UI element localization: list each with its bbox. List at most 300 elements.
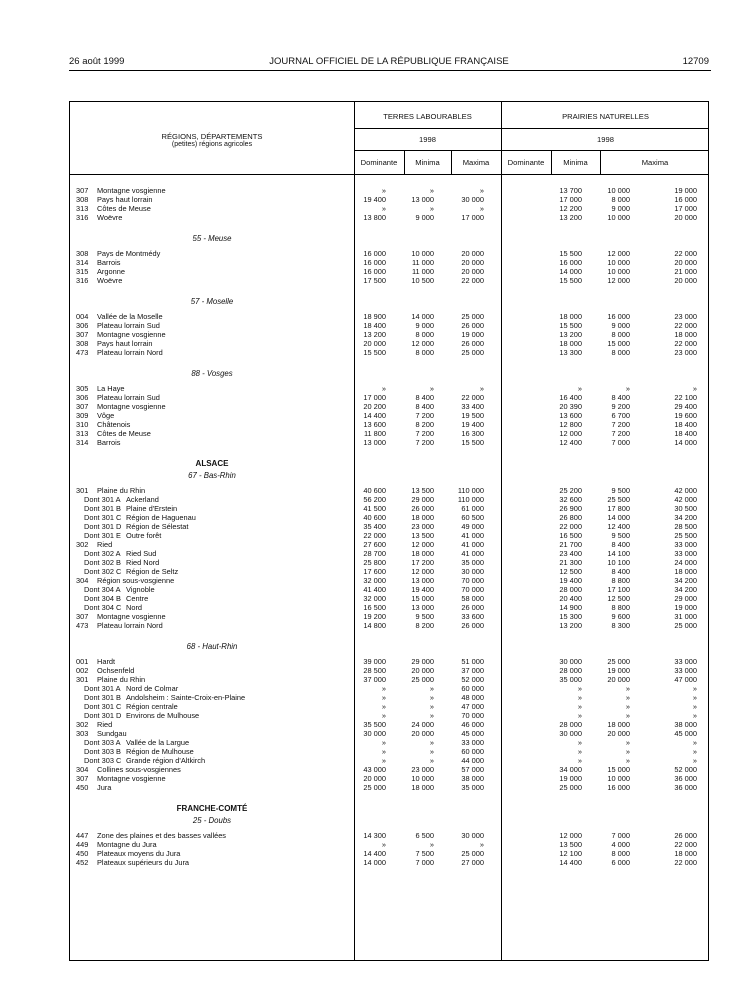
price-cell: 18 000: [559, 312, 582, 321]
price-cell: 57 000: [461, 765, 484, 774]
price-cell: »: [625, 384, 630, 393]
region-name: [126, 684, 347, 693]
price-cell: 13 200: [363, 330, 386, 339]
price-cell: 15 000: [411, 594, 434, 603]
price-cell: »: [429, 693, 434, 702]
price-cell: 16 400: [559, 393, 582, 402]
region-code: 314: [76, 438, 89, 447]
region-name: [97, 666, 347, 675]
price-cell: 18 900: [363, 312, 386, 321]
price-cell: 18 000: [411, 513, 434, 522]
region-code: Dont 301 A: [84, 495, 121, 504]
table-row: [70, 513, 708, 522]
table-row: [70, 420, 708, 429]
price-cell: »: [625, 693, 630, 702]
table-row: [70, 558, 708, 567]
price-cell: 110 000: [457, 486, 484, 495]
region-name: [97, 657, 347, 666]
department-heading: 25 - Doubs: [192, 816, 232, 825]
price-cell: 21 700: [559, 540, 582, 549]
region-code: Dont 304 A: [84, 585, 121, 594]
table-row: [70, 486, 708, 495]
table-row: [70, 693, 708, 702]
price-cell: »: [429, 711, 434, 720]
price-cell: 30 000: [461, 195, 484, 204]
region-name-text: Hardt: [97, 657, 116, 666]
region-code: Dont 301 D: [84, 711, 122, 720]
price-cell: »: [429, 756, 434, 765]
table-row: [70, 348, 708, 357]
subcol-header: Dominante: [360, 158, 398, 167]
price-cell: 41 400: [363, 585, 386, 594]
price-cell: 17 600: [363, 567, 386, 576]
region-name: [97, 330, 347, 339]
price-cell: 58 000: [461, 594, 484, 603]
price-cell: 22 000: [674, 339, 697, 348]
price-cell: 9 500: [611, 531, 630, 540]
region-name-text: Châtenois: [97, 420, 131, 429]
price-cell: »: [381, 693, 386, 702]
price-cell: »: [692, 702, 697, 711]
region-name: [97, 348, 347, 357]
header-rule: [70, 174, 708, 175]
price-cell: 33 000: [674, 666, 697, 675]
price-cell: 20 000: [674, 213, 697, 222]
price-cell: »: [381, 186, 386, 195]
price-cell: 19 000: [674, 603, 697, 612]
table-row: [70, 249, 708, 258]
price-cell: 20 000: [411, 666, 434, 675]
price-cell: »: [429, 186, 434, 195]
price-cell: 17 200: [411, 558, 434, 567]
region-code: 313: [76, 429, 89, 438]
table-row: [70, 666, 708, 675]
price-cell: 25 000: [411, 675, 434, 684]
region-name-text: Plateaux supérieurs du Jura: [97, 858, 190, 867]
table-row: [70, 711, 708, 720]
price-cell: 49 000: [461, 522, 484, 531]
table-row: [70, 621, 708, 630]
table-row: [70, 774, 708, 783]
region-name-text: Pays haut lorrain: [97, 195, 153, 204]
price-cell: 16 300: [461, 429, 484, 438]
price-cell: 70 000: [461, 576, 484, 585]
region-name-text: Grande région d'Altkirch: [126, 756, 206, 765]
price-cell: 28 000: [559, 585, 582, 594]
table-row: [70, 522, 708, 531]
price-cell: 12 400: [607, 522, 630, 531]
price-cell: 22 000: [674, 249, 697, 258]
price-cell: 18 000: [674, 567, 697, 576]
price-cell: 6 500: [415, 831, 434, 840]
table-row: [70, 339, 708, 348]
price-cell: 60 000: [461, 747, 484, 756]
price-cell: 14 000: [363, 858, 386, 867]
price-cell: 10 500: [411, 276, 434, 285]
price-cell: 40 600: [363, 513, 386, 522]
price-cell: 7 000: [611, 438, 630, 447]
price-cell: 18 000: [607, 720, 630, 729]
price-cell: 16 500: [559, 531, 582, 540]
price-cell: 15 000: [607, 765, 630, 774]
price-cell: 26 000: [461, 339, 484, 348]
table-row: [70, 747, 708, 756]
region-name-text: Plaine du Rhin: [97, 675, 146, 684]
price-cell: 26 000: [674, 831, 697, 840]
price-cell: 8 400: [611, 567, 630, 576]
price-cell: 7 200: [415, 411, 434, 420]
price-cell: 7 200: [611, 420, 630, 429]
price-cell: 7 200: [611, 429, 630, 438]
price-cell: 17 000: [559, 195, 582, 204]
price-cell: 22 100: [674, 393, 697, 402]
price-cell: 14 000: [607, 513, 630, 522]
region-name: [97, 411, 347, 420]
table-row: [70, 204, 708, 213]
region-name: [126, 756, 347, 765]
table-row: [70, 738, 708, 747]
region-name: [97, 765, 347, 774]
price-cell: 29 000: [411, 657, 434, 666]
column-header-title: RÉGIONS, DÉPARTEMENTS: [161, 132, 263, 141]
price-cell: 19 400: [363, 195, 386, 204]
price-cell: 37 000: [461, 666, 484, 675]
table-row: [70, 330, 708, 339]
region-name-text: Plateau lorrain Sud: [97, 321, 160, 330]
price-cell: 18 000: [559, 339, 582, 348]
price-cell: 28 000: [559, 720, 582, 729]
region-name-text: Ackerland: [126, 495, 159, 504]
price-cell: 14 000: [674, 438, 697, 447]
price-cell: 8 000: [611, 330, 630, 339]
region-name-text: Ried Nord: [126, 558, 160, 567]
price-cell: 21 000: [674, 267, 697, 276]
price-cell: »: [692, 384, 697, 393]
price-cell: 33 000: [674, 540, 697, 549]
price-cell: 10 000: [607, 186, 630, 195]
region-code: 310: [76, 420, 89, 429]
table-row: [70, 384, 708, 393]
price-cell: 25 800: [363, 558, 386, 567]
price-cell: 32 000: [363, 576, 386, 585]
region-name: [126, 558, 347, 567]
header-rule: [69, 70, 711, 71]
region-code: 307: [76, 402, 89, 411]
price-cell: 9 500: [415, 612, 434, 621]
region-name-text: Région de Haguenau: [126, 513, 196, 522]
price-cell: »: [625, 711, 630, 720]
price-cell: 12 000: [559, 429, 582, 438]
table-row: [70, 849, 708, 858]
price-cell: 18 400: [674, 429, 697, 438]
table-row: [70, 186, 708, 195]
region-name: [97, 675, 347, 684]
table-row: [70, 393, 708, 402]
region-code: 304: [76, 576, 89, 585]
department-heading: 55 - Meuse: [192, 234, 232, 243]
price-cell: 7 200: [415, 438, 434, 447]
price-cell: »: [577, 693, 582, 702]
price-cell: »: [692, 738, 697, 747]
group-year: 1998: [597, 135, 614, 144]
price-cell: 38 000: [461, 774, 484, 783]
price-cell: 18 000: [411, 549, 434, 558]
price-cell: 14 800: [363, 621, 386, 630]
price-cell: 8 000: [415, 348, 434, 357]
table-row: [70, 402, 708, 411]
journal-title: JOURNAL OFFICIEL DE LA RÉPUBLIQUE FRANÇAISE: [269, 56, 509, 67]
price-cell: 15 000: [607, 339, 630, 348]
price-cell: 7 000: [415, 858, 434, 867]
price-cell: 8 800: [611, 603, 630, 612]
region-code: 473: [76, 348, 89, 357]
price-cell: »: [479, 186, 484, 195]
table-row: [70, 594, 708, 603]
price-cell: »: [577, 702, 582, 711]
region-name-text: Woëvre: [97, 276, 123, 285]
price-cell: 13 200: [559, 330, 582, 339]
region-name: [97, 540, 347, 549]
region-name-text: Zone des plaines et des basses vallées: [97, 831, 227, 840]
price-cell: 9 000: [415, 321, 434, 330]
price-cell: 39 000: [363, 657, 386, 666]
table-row: [70, 684, 708, 693]
price-cell: 15 500: [559, 276, 582, 285]
table-row: [70, 213, 708, 222]
region-name-text: La Haye: [97, 384, 125, 393]
price-cell: 20 000: [411, 729, 434, 738]
price-cell: »: [577, 738, 582, 747]
price-cell: 13 000: [411, 576, 434, 585]
price-cell: 9 000: [611, 204, 630, 213]
region-name: [126, 702, 347, 711]
price-cell: 42 000: [674, 486, 697, 495]
price-cell: »: [429, 204, 434, 213]
price-cell: 37 000: [363, 675, 386, 684]
region-name: [97, 312, 347, 321]
region-code: 450: [76, 849, 89, 858]
price-cell: 28 000: [559, 666, 582, 675]
region-name: [97, 576, 347, 585]
region-code: 306: [76, 321, 89, 330]
price-cell: 34 200: [674, 513, 697, 522]
region-heading: FRANCHE-COMTÉ: [176, 804, 248, 813]
subcol-header: Maxima: [641, 158, 669, 167]
price-cell: 15 500: [363, 348, 386, 357]
department-heading: 88 - Vosges: [191, 369, 233, 378]
region-name-text: Vallée de la Moselle: [97, 312, 163, 321]
price-cell: 32 600: [559, 495, 582, 504]
price-cell: 16 000: [363, 249, 386, 258]
header-rule: [354, 128, 708, 129]
price-cell: 40 600: [363, 486, 386, 495]
price-cell: 20 400: [559, 594, 582, 603]
price-cell: 20 000: [461, 267, 484, 276]
price-cell: 38 000: [674, 720, 697, 729]
region-name-text: Région de Seltz: [126, 567, 179, 576]
region-code: Dont 302 C: [84, 567, 122, 576]
region-name: [126, 711, 347, 720]
region-name-text: Collines sous-vosgiennes: [97, 765, 181, 774]
price-cell: »: [577, 684, 582, 693]
price-cell: 60 000: [461, 684, 484, 693]
price-cell: »: [429, 747, 434, 756]
price-cell: 4 000: [611, 840, 630, 849]
table-row: [70, 612, 708, 621]
price-cell: »: [692, 747, 697, 756]
region-code: 313: [76, 204, 89, 213]
region-name-text: Montagne vosgienne: [97, 774, 166, 783]
price-cell: 35 000: [461, 783, 484, 792]
price-cell: 26 000: [461, 621, 484, 630]
region-code: Dont 301 C: [84, 513, 122, 522]
price-cell: 24 000: [674, 558, 697, 567]
region-name: [126, 693, 347, 702]
price-cell: 19 200: [363, 612, 386, 621]
region-name-text: Montagne vosgienne: [97, 186, 166, 195]
table-row: [70, 549, 708, 558]
price-cell: 13 000: [411, 603, 434, 612]
price-cell: »: [625, 702, 630, 711]
price-cell: »: [381, 204, 386, 213]
price-cell: 26 000: [411, 504, 434, 513]
region-name: [97, 612, 347, 621]
price-cell: 22 000: [674, 858, 697, 867]
price-cell: 12 000: [411, 567, 434, 576]
price-cell: 29 000: [411, 495, 434, 504]
price-cell: 17 500: [363, 276, 386, 285]
price-cell: 17 800: [607, 504, 630, 513]
price-cell: 12 000: [411, 540, 434, 549]
page-header: [69, 56, 709, 70]
region-code: 452: [76, 858, 89, 867]
region-name: [97, 204, 347, 213]
region-name: [97, 321, 347, 330]
price-cell: 20 000: [674, 276, 697, 285]
price-cell: 7 200: [415, 429, 434, 438]
price-cell: 52 000: [674, 765, 697, 774]
price-cell: 18 400: [363, 321, 386, 330]
price-cell: »: [381, 702, 386, 711]
issue-date: 26 août 1999: [69, 56, 125, 67]
price-cell: 36 000: [674, 774, 697, 783]
region-name-text: Région sous-vosgienne: [97, 576, 175, 585]
price-cell: 11 000: [411, 258, 434, 267]
price-cell: 41 500: [363, 504, 386, 513]
price-cell: 6 000: [611, 858, 630, 867]
price-cell: 13 500: [559, 840, 582, 849]
region-code: 314: [76, 258, 89, 267]
price-cell: 28 700: [363, 549, 386, 558]
region-name-text: Pays haut lorrain: [97, 339, 153, 348]
price-cell: 10 000: [607, 213, 630, 222]
table-row: [70, 756, 708, 765]
price-cell: 23 000: [674, 312, 697, 321]
table-row: [70, 312, 708, 321]
price-cell: 25 000: [461, 348, 484, 357]
subcol-header: Minima: [563, 158, 588, 167]
region-name-text: Plateau lorrain Sud: [97, 393, 160, 402]
price-cell: 18 000: [674, 849, 697, 858]
region-name: [126, 549, 347, 558]
price-cell: 14 000: [411, 312, 434, 321]
price-cell: 70 000: [461, 711, 484, 720]
region-name-text: Vignoble: [126, 585, 155, 594]
price-cell: 70 000: [461, 585, 484, 594]
region-code: Dont 303 B: [84, 747, 121, 756]
region-code: Dont 301 E: [84, 531, 121, 540]
price-cell: »: [381, 747, 386, 756]
price-cell: »: [429, 384, 434, 393]
region-code: 302: [76, 540, 89, 549]
department-heading: 67 - Bas-Rhin: [188, 471, 236, 480]
price-cell: 17 000: [461, 213, 484, 222]
region-name: [97, 783, 347, 792]
region-name-text: Vôge: [97, 411, 115, 420]
price-cell: 13 500: [411, 486, 434, 495]
table-row: [70, 438, 708, 447]
region-name-text: Montagne vosgienne: [97, 402, 166, 411]
price-cell: 41 000: [461, 540, 484, 549]
region-name-text: Ochsenfeld: [97, 666, 135, 675]
price-cell: 20 000: [607, 675, 630, 684]
region-name-text: Barrois: [97, 258, 121, 267]
header-rule: [354, 150, 708, 151]
price-cell: 22 000: [559, 522, 582, 531]
table-row: [70, 675, 708, 684]
region-name-text: Pays de Montmédy: [97, 249, 161, 258]
price-cell: 10 000: [411, 249, 434, 258]
price-cell: 30 000: [559, 729, 582, 738]
price-cell: 9 200: [611, 402, 630, 411]
price-cell: 43 000: [363, 765, 386, 774]
region-name-text: Nord: [126, 603, 143, 612]
price-cell: 17 000: [363, 393, 386, 402]
region-code: 001: [76, 657, 89, 666]
price-cell: »: [429, 738, 434, 747]
region-code: Dont 304 B: [84, 594, 121, 603]
price-cell: 12 800: [559, 420, 582, 429]
price-cell: 36 000: [674, 783, 697, 792]
price-cell: 20 390: [559, 402, 582, 411]
table-row: [70, 729, 708, 738]
price-cell: 33 600: [461, 612, 484, 621]
region-name: [97, 621, 347, 630]
region-name: [126, 495, 347, 504]
price-cell: 45 000: [461, 729, 484, 738]
region-name: [126, 594, 347, 603]
price-cell: »: [692, 693, 697, 702]
price-cell: 13 300: [559, 348, 582, 357]
region-name-text: Andolsheim : Sainte-Croix-en-Plaine: [126, 693, 246, 702]
price-cell: 26 800: [559, 513, 582, 522]
table-row: [70, 585, 708, 594]
region-name: [126, 603, 347, 612]
region-name: [97, 831, 347, 840]
region-code: Dont 301 B: [84, 504, 121, 513]
price-cell: 8 000: [415, 330, 434, 339]
region-name: [97, 267, 347, 276]
price-cell: 110 000: [457, 495, 484, 504]
region-name: [126, 531, 347, 540]
region-name-text: Région de Sélestat: [126, 522, 189, 531]
price-cell: 10 000: [411, 774, 434, 783]
price-cell: »: [577, 384, 582, 393]
price-cell: 25 000: [461, 849, 484, 858]
price-cell: 45 000: [674, 729, 697, 738]
price-cell: »: [381, 738, 386, 747]
price-cell: 19 400: [461, 420, 484, 429]
